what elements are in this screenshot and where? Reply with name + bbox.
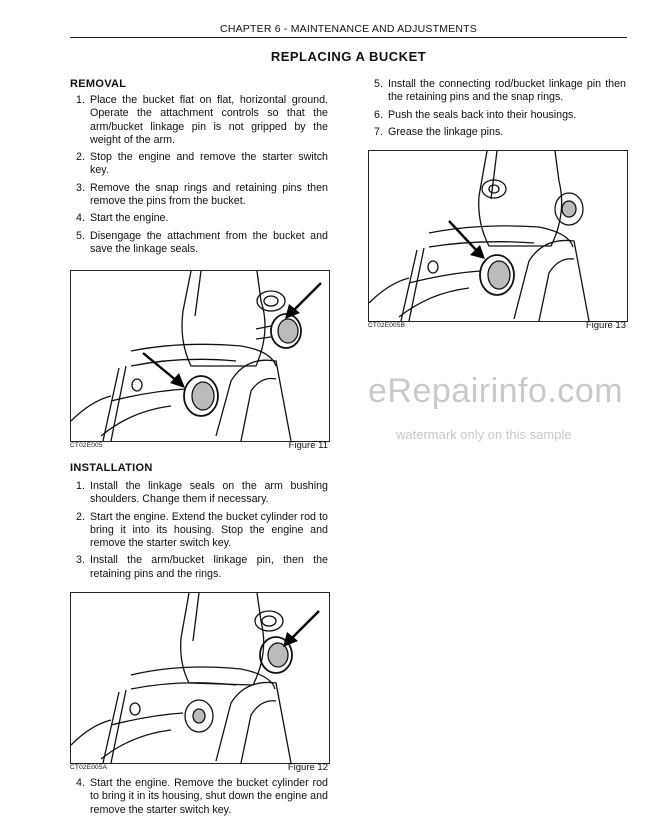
list-item xyxy=(70,480,328,507)
watermark-note: watermark only on this sample xyxy=(396,427,572,442)
removal-heading: REMOVAL xyxy=(70,78,127,90)
page-title: REPLACING A BUCKET xyxy=(270,49,427,64)
step-number: 1. xyxy=(76,94,85,106)
list-item xyxy=(368,126,626,139)
step-number: 4. xyxy=(76,212,85,225)
step-text: Stop the engine and remove the starter switch key. xyxy=(90,151,328,177)
step-text: Remove the snap rings and retaining pins then remove the pins from the bucket. xyxy=(90,181,328,208)
figure-12-caption: Figure 12 xyxy=(287,762,328,773)
installation-steps-continued xyxy=(70,777,328,821)
list-item xyxy=(70,230,328,257)
figure-13-illustration xyxy=(368,150,628,322)
step-text: Install the connecting rod/bucket linkage pin then the retaining pins and the snap rings. xyxy=(388,78,626,104)
step-number: 5. xyxy=(76,229,85,242)
list-item xyxy=(70,182,328,209)
step-text: Push the seals back into their housings. xyxy=(388,108,577,121)
step-text: Start the engine. Extend the bucket cylinder rod to bring it into its housing. Stop the engine and remove the starter switch key. xyxy=(90,510,328,550)
step-number: 7. xyxy=(374,125,383,138)
figure-12-code: CT02E005A xyxy=(70,764,108,771)
step-number: 5. xyxy=(374,78,383,90)
step-number: 3. xyxy=(76,181,85,194)
step-number: 2. xyxy=(76,151,85,164)
step-text: Disengage the attachment from the bucket and save the linkage seals. xyxy=(90,229,328,255)
step-text: Start the engine. xyxy=(90,212,169,225)
bucket-linkage-drawing xyxy=(71,593,329,763)
step-number: 6. xyxy=(374,108,383,121)
figure-11-illustration xyxy=(70,270,330,442)
list-item xyxy=(70,554,328,581)
bucket-linkage-drawing xyxy=(369,151,627,321)
step-text: Start the engine. Remove the bucket cylinder rod to bring it in its housing, shut down the engine and remove the starter switch key. xyxy=(90,777,328,816)
step-number: 4. xyxy=(76,777,85,789)
list-item xyxy=(70,511,328,551)
chapter-title: CHAPTER 6 - MAINTENANCE AND ADJUSTMENTS xyxy=(220,23,477,35)
bucket-linkage-drawing xyxy=(71,271,329,441)
figure-12-illustration xyxy=(70,592,330,764)
right-column-steps xyxy=(368,78,626,143)
list-item xyxy=(70,212,328,225)
step-number: 2. xyxy=(76,510,85,523)
installation-steps xyxy=(70,480,328,585)
list-item xyxy=(70,151,328,178)
removal-steps xyxy=(70,94,328,260)
list-item xyxy=(368,78,626,105)
list-item xyxy=(368,109,626,122)
figure-13-caption: Figure 13 xyxy=(585,320,626,331)
list-item xyxy=(70,94,328,147)
figure-11-code: CT02E005 xyxy=(70,442,103,449)
header-divider xyxy=(70,37,627,38)
step-text: Install the arm/bucket linkage pin, then the retaining pins and the rings. xyxy=(90,554,328,580)
step-text: Grease the linkage pins. xyxy=(388,125,504,138)
step-text: Place the bucket flat on flat, horizontal ground. Operate the attachment controls so that the arm/bucket linkage pin is not gripped by the weight of the arm. xyxy=(90,94,328,146)
figure-11-caption: Figure 11 xyxy=(288,440,328,451)
watermark-logo-text: eRepairinfo.com xyxy=(368,372,624,410)
step-text: Install the linkage seals on the arm bushing shoulders. Change them if necessary. xyxy=(90,480,328,506)
figure-13-code: CT02E005B xyxy=(368,322,406,329)
list-item xyxy=(70,777,328,817)
installation-heading: INSTALLATION xyxy=(70,462,153,474)
step-number: 1. xyxy=(76,480,85,492)
step-number: 3. xyxy=(76,554,85,567)
